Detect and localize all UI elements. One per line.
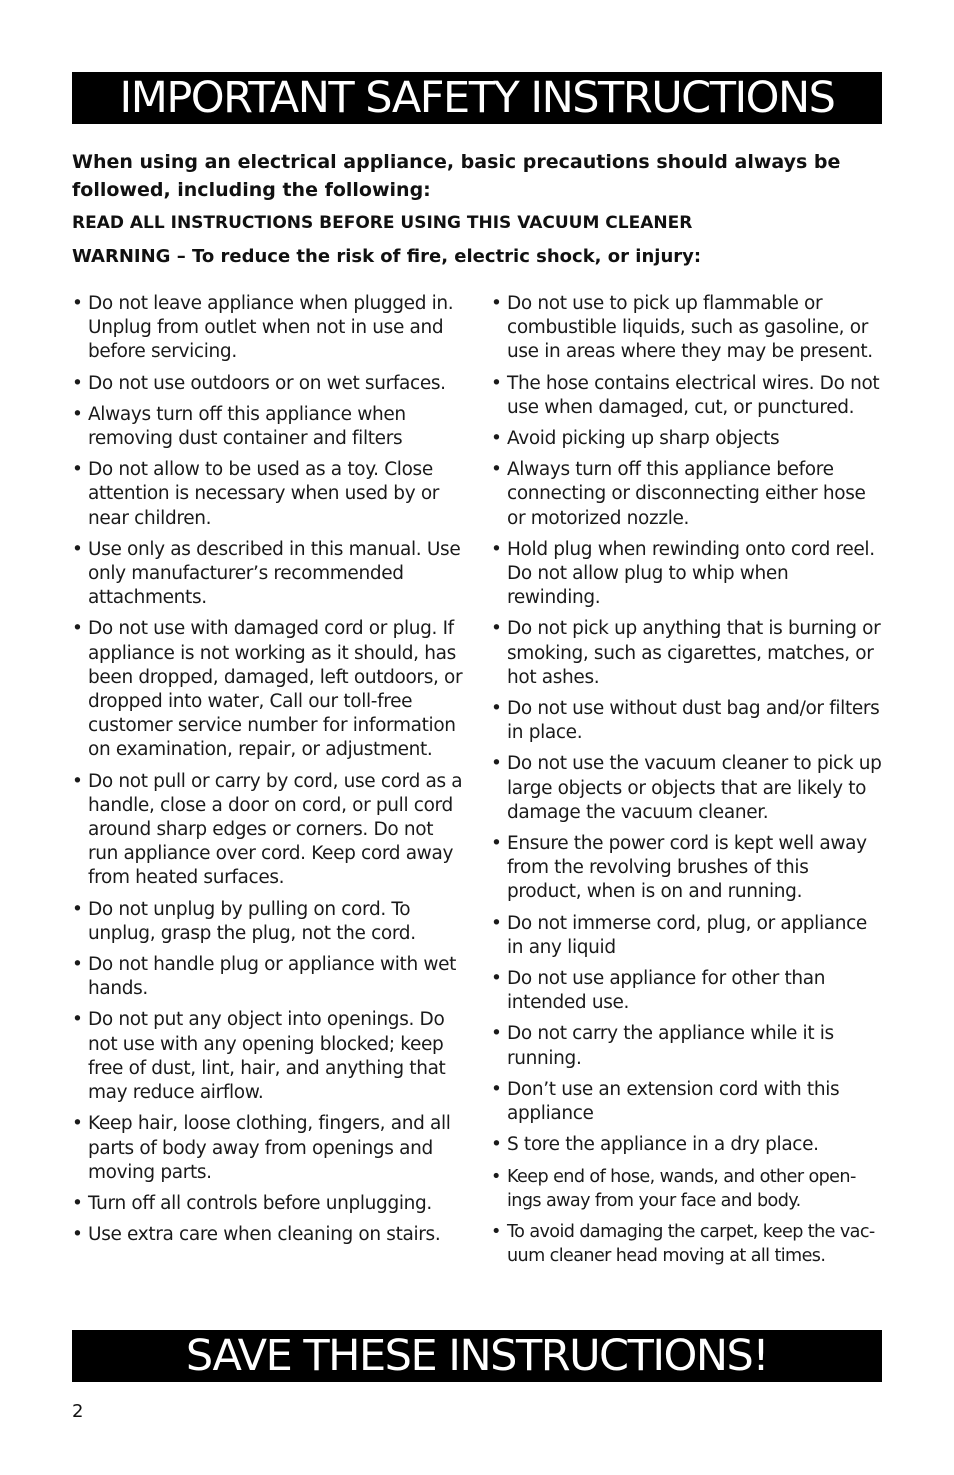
right-instruction-list	[491, 292, 885, 1275]
list-item: • Do not allow to be used as a toy. Close attention is necessary when used by or near children.	[72, 458, 464, 531]
list-item: • Do not use without dust bag and/or filters in place.	[491, 697, 885, 745]
list-item: • Ensure the power cord is kept well away from the revolving brushes of this product, when is on and running.	[491, 832, 885, 905]
list-item: • Do not pull or carry by cord, use cord as a handle, close a door on cord, or pull cord around sharp edges or corners. Do not run appliance over cord. Keep cord away from heated surfaces.	[72, 770, 464, 891]
save-instructions-banner: SAVE THESE INSTRUCTIONS!	[72, 1330, 882, 1382]
list-item: • S tore the appliance in a dry place.	[491, 1133, 885, 1157]
list-item: • Turn off all controls before unplugging.	[72, 1192, 464, 1216]
list-item: • Do not put any object into openings. Do not use with any opening blocked; keep free of dust, lint, hair, and anything that may reduce airflow.	[72, 1008, 464, 1105]
list-item: • Always turn off this appliance before connecting or disconnecting either hose or motorized nozzle.	[491, 458, 885, 531]
list-item: • Do not handle plug or appliance with wet hands.	[72, 953, 464, 1001]
intro-precautions: When using an electrical appliance, basic precautions should always be followed, including the following:	[72, 151, 841, 201]
list-item: • Use only as described in this manual. Use only manufacturer’s recommended attachments.	[72, 538, 464, 611]
intro-read-all: READ ALL INSTRUCTIONS BEFORE USING THIS VACUUM CLEANER	[72, 213, 693, 233]
list-item: • Hold plug when rewinding onto cord reel. Do not allow plug to whip when rewinding.	[491, 538, 885, 611]
list-item: • To avoid damaging the carpet, keep the vac-uum cleaner head moving at all times.	[491, 1220, 885, 1268]
list-item: • Do not pick up anything that is burning or smoking, such as cigarettes, matches, or hot ashes.	[491, 617, 885, 690]
list-item: • Do not use appliance for other than intended use.	[491, 967, 885, 1015]
intro-warning: WARNING – To reduce the risk of fire, electric shock, or injury:	[72, 246, 702, 267]
page-title: IMPORTANT SAFETY INSTRUCTIONS	[72, 72, 882, 124]
left-instruction-list	[72, 292, 464, 1254]
list-item: • Do not use to pick up flammable or combustible liquids, such as gasoline, or use in areas where they may be present.	[491, 292, 885, 365]
list-item: • Do not use with damaged cord or plug. If appliance is not working as it should, has been dropped, damaged, left outdoors, or dropped into water, Call our toll-free customer service number for information on examination, repair, or adjustment.	[72, 617, 464, 762]
list-item: • Keep end of hose, wands, and other open-ings away from your face and body.	[491, 1165, 885, 1213]
page-number: 2	[72, 1401, 84, 1422]
list-item: • Do not use the vacuum cleaner to pick up large objects or objects that are likely to damage the vacuum cleaner.	[491, 752, 885, 825]
list-item: • Keep hair, loose clothing, fingers, and all parts of body away from openings and moving parts.	[72, 1112, 464, 1185]
list-item: • Do not immerse cord, plug, or appliance in any liquid	[491, 912, 885, 960]
list-item: • Use extra care when cleaning on stairs.	[72, 1223, 464, 1247]
list-item: • Always turn off this appliance when removing dust container and filters	[72, 403, 464, 451]
list-item: • Don’t use an extension cord with this appliance	[491, 1078, 885, 1126]
list-item: • Avoid picking up sharp objects	[491, 427, 885, 451]
list-item: • Do not carry the appliance while it is running.	[491, 1022, 885, 1070]
list-item: • Do not leave appliance when plugged in. Unplug from outlet when not in use and before servicing.	[72, 292, 464, 365]
list-item: • Do not use outdoors or on wet surfaces.	[72, 372, 464, 396]
list-item: • The hose contains electrical wires. Do not use when damaged, cut, or punctured.	[491, 372, 885, 420]
list-item: • Do not unplug by pulling on cord. To unplug, grasp the plug, not the cord.	[72, 898, 464, 946]
